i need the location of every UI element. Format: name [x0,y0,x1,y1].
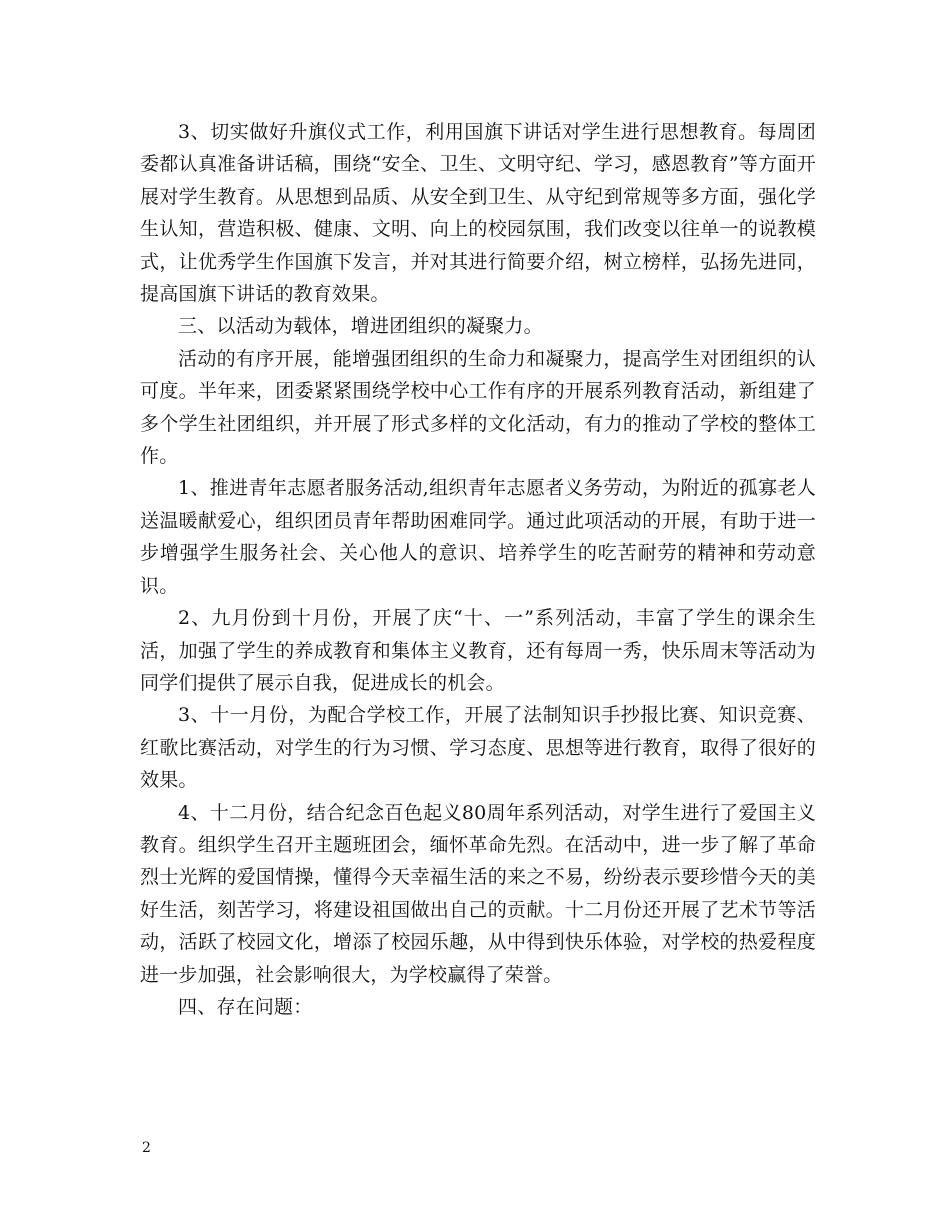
document-body [140,116,816,1023]
paragraph-flag-raising: 3、切实做好升旗仪式工作，利用国旗下讲话对学生进行思想教育。每周团委都认真准备讲话稿，围绕“安全、卫生、文明守纪、学习，感恩教育”等方面开展对学生教育。从思想到品质、从安全到卫生、从守纪到常规等多方面，强化学生认知，营造积极、健康、文明、向上的校园氛围，我们改变以往单一的说教模式，让优秀学生作国旗下发言，并对其进行简要介绍，树立榜样，弘扬先进同，提高国旗下讲话的教育效果。 [140,121,816,306]
paragraph-september-october: 2、九月份到十月份，开展了庆“十、一”系列活动，丰富了学生的课余生活，加强了学生的养成教育和集体主义教育，还有每周一秀，快乐周末等活动为同学们提供了展示自我，促进成长的机会。 [140,607,816,694]
paragraph-december: 4、十二月份，结合纪念百色起义80周年系列活动，对学生进行了爱国主义教育。组织学生召开主题班团会，缅怀革命先烈。在活动中，进一步了解了革命烈士光辉的爱国情操，懂得今天幸福生活的来之不易，纷纷表示要珍惜今天的美好生活，刻苦学习，将建设祖国做出自己的贡献。十二月份还开展了艺术节等活动，活跃了校园文化，增添了校园乐趣，从中得到快乐体验，对学校的热爱程度进一步加强，社会影响很大，为学校赢得了荣誉。 [140,801,816,986]
paragraph-activities-intro: 活动的有序开展，能增强团组织的生命力和凝聚力，提高学生对团组织的认可度。半年来，团委紧紧围绕学校中心工作有序的开展系列教育活动，新组建了多个学生社团组织，并开展了形式多样的文化活动，有力的推动了学校的整体工作。 [140,347,816,468]
section-heading-problems: 四、存在问题： [178,995,313,1018]
paragraph-volunteer-service: 1、推进青年志愿者服务活动,组织青年志愿者义务劳动，为附近的孤寡老人送温暖献爱心，组织团员青年帮助困难同学。通过此项活动的开展，有助于进一步增强学生服务社会、关心他人的意识、培养学生的吃苦耐劳的精神和劳动意识。 [140,477,816,597]
section-heading-activities: 三、以活动为载体，增进团组织的凝聚力。 [178,315,543,338]
page-number: 2 [142,1140,151,1156]
paragraph-november: 3、十一月份，为配合学校工作，开展了法制知识手抄报比赛、知识竞赛、红歌比赛活动，对学生的行为习惯、学习态度、思想等进行教育，取得了很好的效果。 [140,704,816,792]
